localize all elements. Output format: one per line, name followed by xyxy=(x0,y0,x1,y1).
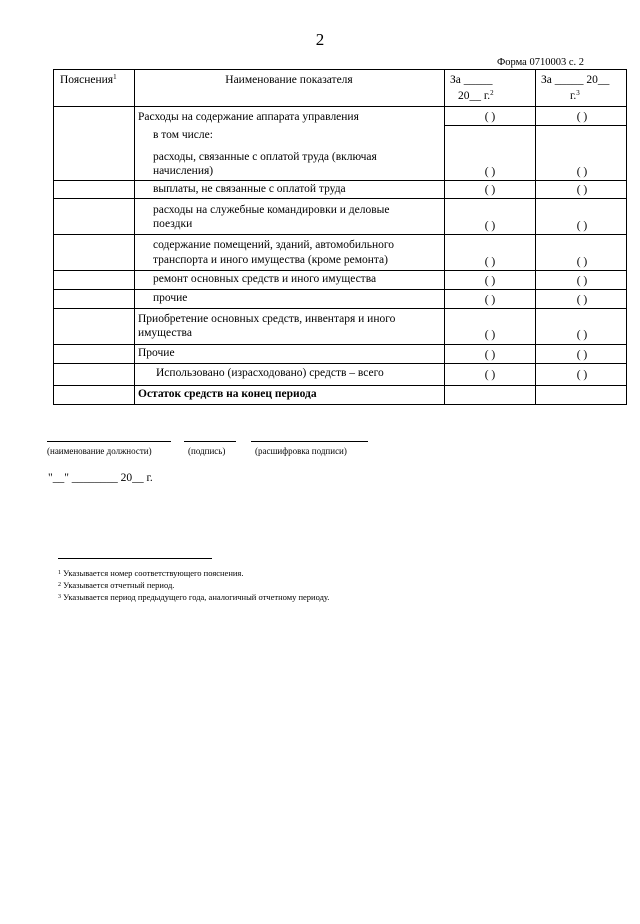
footnote: $^2$ Указывается отчетный период. xyxy=(58,580,175,590)
value-cell: ( ) xyxy=(484,329,496,341)
row-divider xyxy=(54,308,626,309)
column-divider xyxy=(444,70,445,404)
row-label: поездки xyxy=(153,218,193,230)
row-label: Остаток средств на конец периода xyxy=(138,388,317,400)
row-label: Прочие xyxy=(138,347,175,359)
row-label: транспорта и иного имущества (кроме ремонта) xyxy=(153,254,388,266)
row-label: расходы на служебные командировки и деловые xyxy=(153,204,390,216)
value-cell: ( ) xyxy=(484,256,496,268)
value-cell: ( ) xyxy=(484,369,496,381)
value-cell: ( ) xyxy=(484,220,496,232)
value-cell: ( ) xyxy=(484,275,496,287)
row-divider xyxy=(54,198,626,199)
position-label: (наименование должности) xyxy=(47,446,152,456)
row-divider xyxy=(54,289,626,290)
row-label: выплаты, не связанные с оплатой труда xyxy=(153,183,346,195)
value-cell: ( ) xyxy=(484,166,496,178)
row-label: Приобретение основных средств, инвентаря и иного xyxy=(138,313,396,325)
header-period2-bottom: г.$^3$ xyxy=(570,89,580,102)
position-line xyxy=(47,441,171,442)
row-divider xyxy=(54,344,626,345)
decode-label: (расшифровка подписи) xyxy=(255,446,347,456)
column-divider xyxy=(134,70,135,404)
footnote: $^3$ Указывается период предыдущего года, аналогичный отчетному периоду. xyxy=(58,592,330,602)
header-period2-top: За _____ 20__ xyxy=(541,74,610,86)
row-label: расходы, связанные с оплатой труда (включая xyxy=(153,151,377,163)
expenses-table xyxy=(53,69,627,405)
value-cell: ( ) xyxy=(484,294,496,306)
value-cell: ( ) xyxy=(484,111,496,123)
row-divider xyxy=(444,125,626,126)
row-divider xyxy=(54,234,626,235)
row-divider xyxy=(54,385,626,386)
form-code: Форма 0710003 с. 2 xyxy=(496,57,584,68)
row-divider xyxy=(54,180,626,181)
value-cell: ( ) xyxy=(576,275,588,287)
footnote-rule xyxy=(58,558,212,559)
row-divider xyxy=(54,270,626,271)
header-explanations: Пояснения$^1$ xyxy=(60,73,117,86)
page-number: 2 xyxy=(315,30,325,49)
row-label: содержание помещений, зданий, автомобильного xyxy=(153,239,395,251)
value-cell: ( ) xyxy=(576,111,588,123)
row-label: в том числе: xyxy=(153,129,213,141)
value-cell: ( ) xyxy=(484,349,496,361)
row-label: имущества xyxy=(138,327,192,339)
row-divider xyxy=(54,106,626,107)
value-cell: ( ) xyxy=(576,220,588,232)
row-label: прочие xyxy=(153,292,188,304)
row-label: Использовано (израсходовано) средств – всего xyxy=(156,367,384,379)
value-cell: ( ) xyxy=(576,349,588,361)
header-indicator: Наименование показателя xyxy=(225,74,353,86)
value-cell: ( ) xyxy=(484,184,496,196)
value-cell: ( ) xyxy=(576,184,588,196)
value-cell: ( ) xyxy=(576,329,588,341)
header-period1-bottom: 20__ г.$^2$ xyxy=(458,89,494,102)
row-label: начисления) xyxy=(153,165,214,177)
row-label: ремонт основных средств и иного имущества xyxy=(153,273,377,285)
signature-label: (подпись) xyxy=(188,446,226,456)
value-cell: ( ) xyxy=(576,294,588,306)
column-divider xyxy=(535,70,536,404)
date-line: "__" ________ 20__ г. xyxy=(48,472,153,484)
row-label: Расходы на содержание аппарата управления xyxy=(138,111,359,123)
value-cell: ( ) xyxy=(576,256,588,268)
value-cell: ( ) xyxy=(576,166,588,178)
row-divider xyxy=(54,363,626,364)
value-cell: ( ) xyxy=(576,369,588,381)
signature-line xyxy=(184,441,236,442)
header-period1-top: За _____ xyxy=(450,74,493,86)
footnote: $^1$ Указывается номер соответствующего пояснения. xyxy=(58,568,244,578)
decode-line xyxy=(251,441,368,442)
